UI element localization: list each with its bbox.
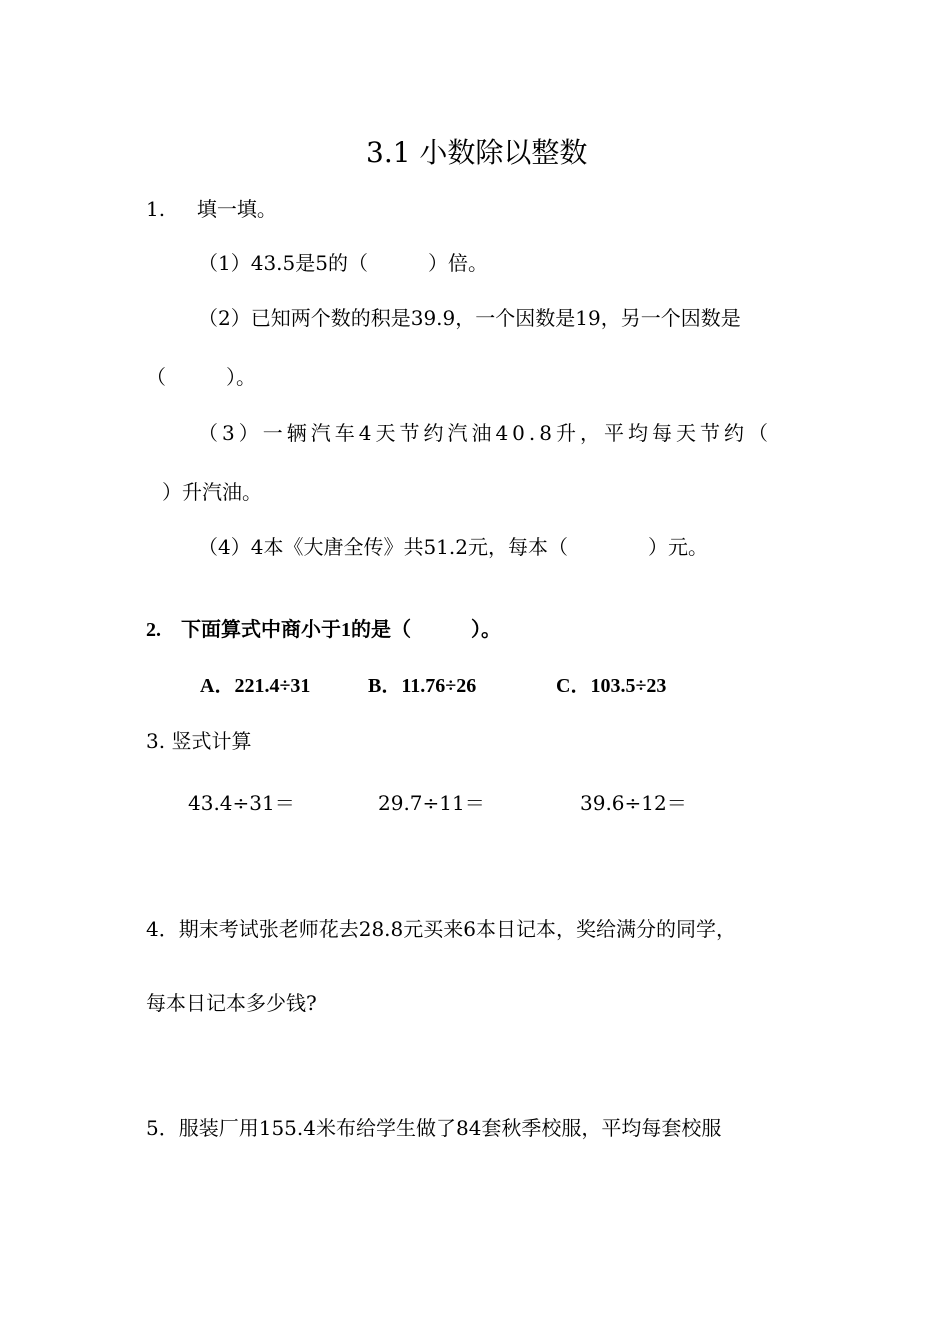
q3-problem-3: 39.6÷12＝ [580,791,687,815]
q3-problem-2: 29.7÷11＝ [378,791,485,815]
q2-header: 2. 下面算式中商小于1的是（ ）。 [146,619,501,641]
q2-option-c: C．103.5÷23 [556,675,667,697]
q5-line-1: 5．服装厂用155.4米布给学生做了84套秋季校服，平均每套校服 [146,1116,722,1140]
q3-header: 3. 竖式计算 [146,729,252,753]
q1-header: 1. 填一填。 [146,197,277,221]
q2-option-b: B．11.76÷26 [368,675,477,697]
q1-item-2: （2）已知两个数的积是39.9，一个因数是19，另一个因数是 [198,306,741,330]
q4-line-1: 4．期末考试张老师花去28.8元买来6本日记本，奖给满分的同学， [146,917,736,941]
q1-item-3: （3）一辆汽车4天节约汽油40.8升，平均每天节约（ [198,421,772,445]
q1-item-2-cont: （ ）。 [146,365,256,389]
q1-item-4: （4）4本《大唐全传》共51.2元，每本（ ）元。 [198,535,708,559]
page-title: 3.1 小数除以整数 [366,136,588,169]
q4-line-2: 每本日记本多少钱? [146,991,317,1015]
q1-item-1: （1）43.5是5的（ ）倍。 [198,251,488,275]
q3-problem-1: 43.4÷31＝ [188,791,295,815]
q1-item-3-cont: ）升汽油。 [162,480,262,504]
q2-option-a: A．221.4÷31 [200,675,311,697]
